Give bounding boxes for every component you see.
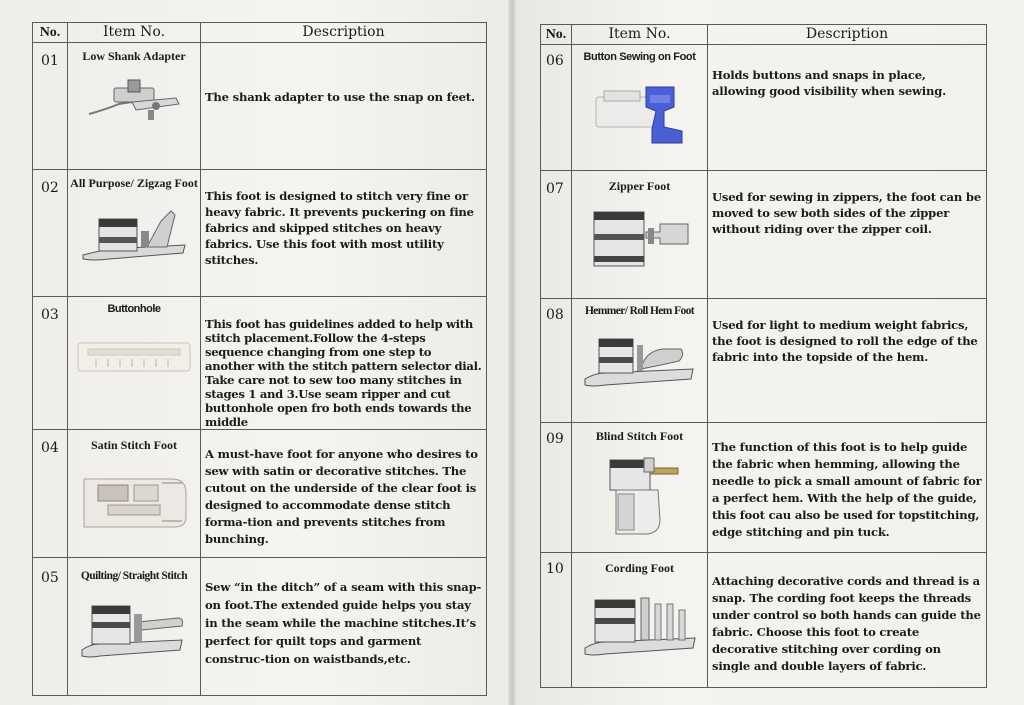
item-cell <box>68 430 201 558</box>
item-name: Low Shank Adapter <box>82 49 186 63</box>
table-row <box>541 171 987 299</box>
header-no: No. <box>541 25 572 45</box>
description-text: The shank adapter to use the snap on feet. <box>205 90 475 104</box>
page-fold <box>508 0 516 705</box>
table-row <box>541 299 987 423</box>
item-cell <box>572 553 708 688</box>
description-cell <box>201 43 487 170</box>
blind-stitch-foot-icon <box>588 450 692 542</box>
description-cell <box>708 299 987 423</box>
zipper-foot-icon <box>584 204 696 270</box>
description-cell <box>201 558 487 696</box>
table-row <box>541 423 987 553</box>
quilting-foot-icon <box>78 592 190 662</box>
item-name: Quilting/ Straight Stitch <box>80 570 188 582</box>
row-number: 04 <box>33 430 68 558</box>
table-row <box>33 43 487 170</box>
header-item: Item No. <box>68 23 201 43</box>
description-text: Sew “in the ditch” of a seam with this snap-on foot.The extended guide helps you stay in the seam while the machine stitches.It’s perfect for quilt tops and garment construc-tion on waistbands,etc. <box>205 580 482 666</box>
buttonhole-foot-icon <box>74 337 194 377</box>
row-number: 10 <box>541 553 572 688</box>
header-no: No. <box>33 23 68 43</box>
low-shank-adapter-icon <box>84 74 184 132</box>
item-cell <box>572 171 708 299</box>
row-number: 02 <box>33 170 68 297</box>
description-cell <box>708 171 987 299</box>
description-text: Attaching decorative cords and thread is a snap. The cording foot keeps the threads under control so both hands can guide the fabric. Choose this foot to create decorative stitching over cording on single and double layers of fabric. <box>712 574 981 673</box>
item-cell <box>572 423 708 553</box>
item-cell <box>68 558 201 696</box>
item-name: Blind Stitch Foot <box>595 429 684 443</box>
description-cell <box>708 45 987 171</box>
row-number: 05 <box>33 558 68 696</box>
table-row <box>33 297 487 430</box>
presser-feet-table-left <box>32 22 487 696</box>
item-name: Cording Foot <box>605 561 674 575</box>
row-number: 09 <box>541 423 572 553</box>
table-row <box>33 170 487 297</box>
description-cell <box>201 297 487 430</box>
hemmer-foot-icon <box>581 331 699 391</box>
satin-stitch-foot-icon <box>78 463 190 533</box>
row-number: 01 <box>33 43 68 170</box>
table-row <box>33 430 487 558</box>
description-cell <box>201 170 487 297</box>
zigzag-foot-icon <box>79 201 189 265</box>
description-cell <box>708 423 987 553</box>
item-name: All Purpose/ Zigzag Foot <box>70 176 198 190</box>
row-number: 08 <box>541 299 572 423</box>
table-header <box>33 23 487 43</box>
description-cell <box>708 553 987 688</box>
header-item: Item No. <box>572 25 708 45</box>
item-name: Zipper Foot <box>608 179 671 193</box>
row-number: 03 <box>33 297 68 430</box>
item-cell <box>68 170 201 297</box>
item-cell <box>68 43 201 170</box>
description-text: Holds buttons and snaps in place, allowing good visibility when sewing. <box>712 68 946 98</box>
description-text: This foot is designed to stitch very fine or heavy fabric. It prevents puckering on fine fabrics and skipped stitches on heavy fabrics. Use this foot with most utility stitches. <box>205 189 474 267</box>
cording-foot-icon <box>581 586 699 660</box>
item-cell <box>68 297 201 430</box>
row-number: 06 <box>541 45 572 171</box>
header-description: Description <box>201 23 487 43</box>
description-text: This foot has guidelines added to help with stitch placement.Follow the 4-steps sequence changing from one step to another with the stitch pattern selector dial. Take care not to sew too many stitches in stages 1 and 3.Use seam ripper and cut buttonhole open fro both ends towards the middle <box>205 317 482 429</box>
description-text: Used for light to medium weight fabrics, the foot is designed to roll the edge of the fabric into the topside of the hem. <box>712 318 978 364</box>
presser-feet-table-right <box>540 24 987 688</box>
description-text: A must-have foot for anyone who desires to sew with satin or decorative stitches. The cutout on the underside of the clear foot is designed to accommodate dense stitch forma-tion and prevents stitches from bunching. <box>205 447 478 546</box>
item-name: Hemmer/ Roll Hem Foot <box>584 305 695 317</box>
button-sewing-foot-icon <box>590 77 690 147</box>
table-row <box>33 558 487 696</box>
table-row <box>541 553 987 688</box>
description-cell <box>201 430 487 558</box>
item-name: Button Sewing on Foot <box>583 51 696 63</box>
item-cell <box>572 299 708 423</box>
row-number: 07 <box>541 171 572 299</box>
description-text: Used for sewing in zippers, the foot can be moved to sew both sides of the zipper without riding over the zipper coil. <box>712 190 981 236</box>
header-description: Description <box>708 25 987 45</box>
table-header <box>541 25 987 45</box>
description-text: The function of this foot is to help guide the fabric when hemming, allowing the needle to pick a small amount of fabric for a perfect hem. With the help of the guide, this foot cau also be used for topstitching, edge stitching and pin tuck. <box>712 440 982 539</box>
table-row <box>541 45 987 171</box>
item-cell <box>572 45 708 171</box>
item-name: Buttonhole <box>107 303 161 315</box>
item-name: Satin Stitch Foot <box>90 438 177 452</box>
